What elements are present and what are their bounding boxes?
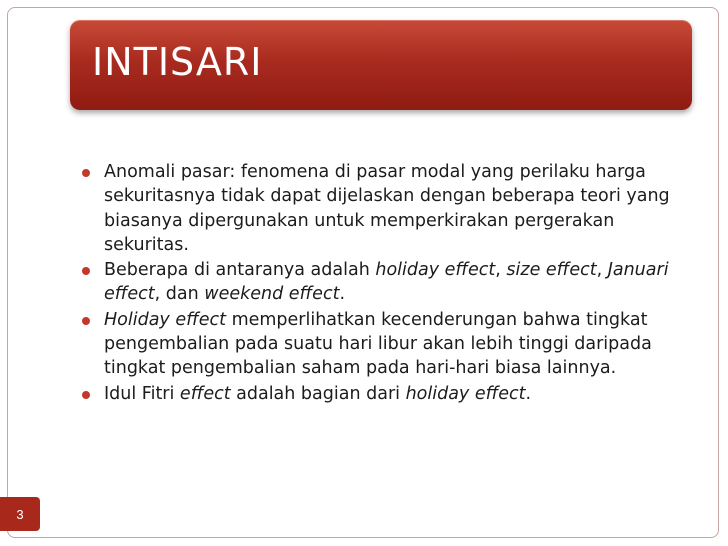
bullet-text-emphasis: holiday effect — [375, 260, 496, 281]
bullet-text-part: , — [596, 260, 608, 281]
bullet-text-part: , dan — [154, 284, 205, 305]
bullet-icon — [82, 267, 90, 275]
slide-title: INTISARI — [92, 40, 263, 84]
title-bar — [70, 20, 692, 110]
bullet-text-emphasis: effect — [179, 383, 231, 404]
bullet-text — [104, 384, 531, 404]
bullet-text — [104, 162, 670, 255]
bullet-text-emphasis: Januari effect — [104, 260, 669, 305]
bullet-item — [82, 382, 692, 406]
bullet-icon — [82, 317, 90, 325]
bullet-text-part: Anomali pasar: fenomena di pasar modal yang perilaku harga sekuritasnya tidak dapat dijelaskan dengan beberapa teori yang biasanya dipergunakan untuk memperkirakan pergerakan sekuritas. — [104, 162, 670, 255]
bullet-item — [82, 258, 692, 307]
bullet-text-emphasis: weekend effect — [204, 284, 340, 305]
bullet-text — [104, 310, 652, 379]
bullet-item — [82, 160, 692, 257]
bullet-text-emphasis: size effect — [506, 260, 597, 281]
bullet-text-part: . — [525, 383, 532, 404]
bullet-text-emphasis: holiday effect — [405, 383, 526, 404]
bullet-text — [104, 260, 669, 304]
bullet-item — [82, 308, 692, 381]
bullet-text-part: Beberapa di antaranya adalah — [104, 260, 376, 281]
bullet-text-emphasis: Holiday effect — [104, 309, 226, 330]
bullet-text-part: , — [495, 260, 507, 281]
bullet-text-part: Idul Fitri — [104, 383, 180, 404]
bullet-text-part: memperlihatkan kecenderungan bahwa tingkat pengembalian pada suatu hari libur akan lebih tinggi daripada tingkat pengembalian saham pada hari-hari biasa lainnya. — [104, 309, 652, 379]
bullet-list — [82, 160, 692, 407]
bullet-text-part: . — [339, 284, 346, 305]
bullet-icon — [82, 169, 90, 177]
bullet-text-part: adalah bagian dari — [230, 383, 406, 404]
slide-number: 3 — [0, 497, 40, 531]
bullet-icon — [82, 391, 90, 399]
